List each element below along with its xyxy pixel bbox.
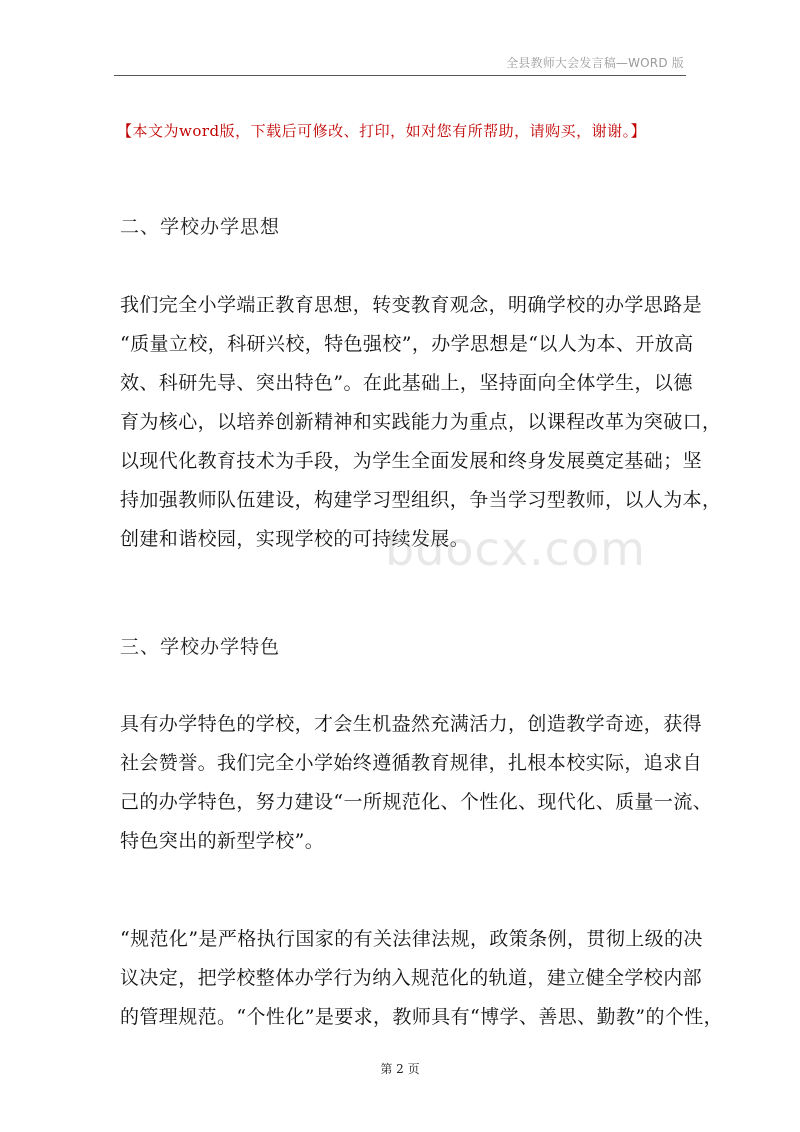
section-heading-school-features: 三、学校办学特色	[120, 636, 281, 658]
paragraph-standardization	[120, 920, 724, 1037]
paragraph-school-philosophy	[120, 286, 722, 559]
text-line: 己的办学特色，努力建设“一所规范化、个性化、现代化、质量一流、	[120, 791, 713, 813]
word-version-notice: 【本文为word版，下载后可修改、打印，如对您有所帮助，请购买，谢谢。】	[117, 122, 647, 140]
text-line: 我们完全小学端正教育思想，转变教育观念，明确学校的办学思路是	[120, 294, 703, 316]
text-line: 特色突出的新型学校”。	[120, 830, 325, 852]
text-line: 的管理规范。“个性化”是要求，教师具有“博学、善思、勤教”的个性，	[120, 1006, 724, 1028]
section-heading-school-philosophy: 二、学校办学思想	[120, 216, 281, 238]
text-line: 创建和谐校园，实现学校的可持续发展。	[120, 528, 470, 550]
paragraph-school-features	[120, 705, 713, 861]
text-line: 议决定，把学校整体办学行为纳入规范化的轨道，建立健全学校内部	[120, 967, 703, 989]
text-line: 社会赞誉。我们完全小学始终遵循教育规律，扎根本校实际，追求自	[120, 752, 703, 774]
text-line: 以现代化教育技术为手段，为学生全面发展和终身发展奠定基础；坚	[120, 450, 703, 472]
text-line: 育为核心，以培养创新精神和实践能力为重点，以课程改革为突破口，	[120, 411, 722, 433]
text-line: 效、科研先导、突出特色”。在此基础上，坚持面向全体学生，以德	[120, 372, 693, 394]
header-divider	[114, 75, 686, 76]
page-number: 第 2 页	[380, 1062, 420, 1076]
text-line: 具有办学特色的学校，才会生机盎然充满活力，创造教学奇迹，获得	[120, 713, 703, 735]
text-line: “规范化”是严格执行国家的有关法律法规，政策条例，贯彻上级的决	[120, 928, 703, 950]
watermark: bdocx.com	[385, 522, 646, 576]
text-line: “质量立校，科研兴校，特色强校”，办学思想是“以人为本、开放高	[120, 333, 694, 355]
document-header-title: 全县教师大会发言稿—WORD 版	[506, 56, 684, 70]
text-line: 持加强教师队伍建设，构建学习型组织，争当学习型教师，以人为本，	[120, 489, 722, 511]
